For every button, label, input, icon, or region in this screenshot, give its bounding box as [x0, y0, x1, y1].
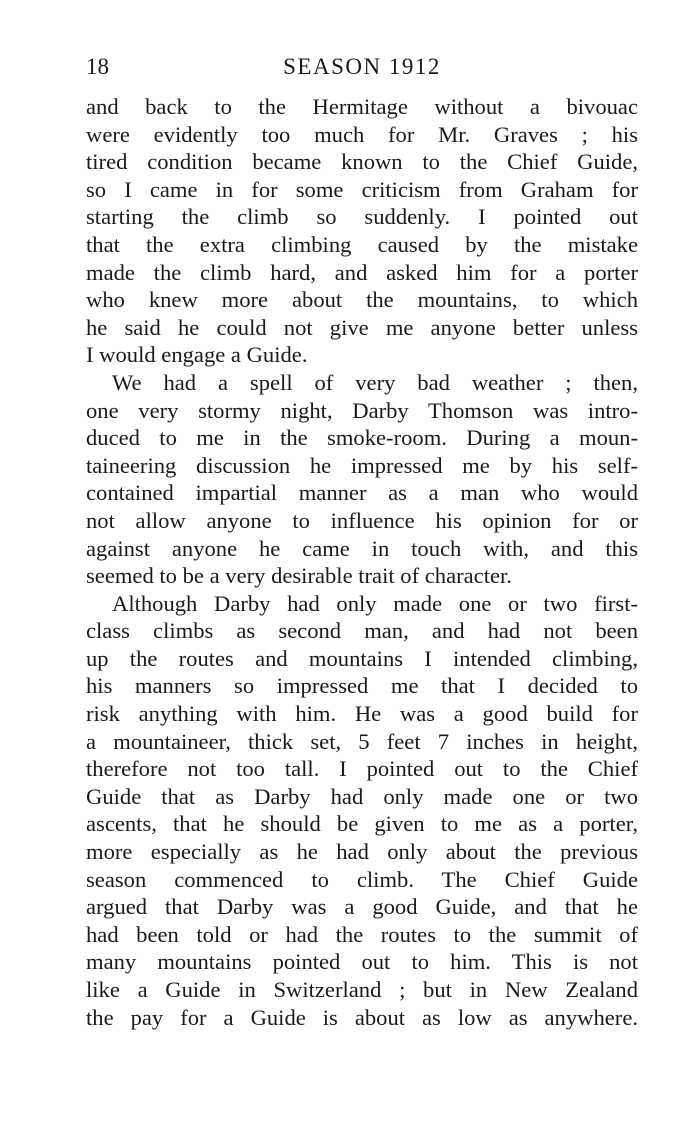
text-line: I would engage a Guide. [86, 342, 308, 368]
text-line: ascents, that he should be given to me as a porter, [86, 811, 638, 837]
text-line: so I came in for some criticism from Graham for [86, 176, 638, 202]
text-line: starting the climb so suddenly. I pointed out [86, 204, 638, 230]
text-line: many mountains pointed out to him. This is not [86, 949, 638, 975]
text-line: more especially as he had only about the previous [86, 839, 638, 865]
text-line: contained impartial manner as a man who would [86, 480, 638, 506]
paragraph-1 [86, 93, 638, 369]
text-line: the pay for a Guide is about as low as anywhere. [86, 1004, 638, 1030]
text-line: up the routes and mountains I intended climbing, [86, 645, 638, 671]
page-header [86, 54, 638, 84]
page-number: 18 [86, 54, 109, 79]
text-line: season commenced to climb. The Chief Guide [86, 866, 638, 892]
text-line: duced to me in the smoke-room. During a moun- [86, 425, 638, 451]
text-line: like a Guide in Switzerland ; but in New Zealand [86, 977, 638, 1002]
text-line: against anyone he came in touch with, and this [86, 535, 638, 561]
text-line: his manners so impressed me that I decided to [86, 673, 638, 699]
text-line: We had a spell of very bad weather ; then, [112, 369, 638, 395]
paragraph-2 [86, 369, 638, 590]
text-line: risk anything with him. He was a good build for [86, 701, 638, 727]
text-line: not allow anyone to influence his opinion for or [86, 507, 638, 533]
text-line: made the climb hard, and asked him for a porter [86, 259, 638, 285]
text-line: that the extra climbing caused by the mistake [86, 231, 638, 257]
running-title: SEASON 1912 [283, 54, 441, 79]
text-line: taineering discussion he impressed me by his self- [86, 452, 638, 478]
text-line: class climbs as second man, and had not been [86, 618, 638, 644]
text-line: tired condition became known to the Chief Guide, [86, 149, 638, 175]
text-line: a mountaineer, thick set, 5 feet 7 inches in height, [86, 728, 638, 754]
text-line: had been told or had the routes to the summit of [86, 921, 638, 947]
paragraph-3 [86, 590, 638, 1032]
text-line: therefore not too tall. I pointed out to the Chief [86, 756, 638, 782]
text-line: one very stormy night, Darby Thomson was intro- [86, 397, 638, 423]
text-line: argued that Darby was a good Guide, and that he [86, 894, 638, 920]
text-line: Guide that as Darby had only made one or two [86, 783, 638, 809]
text-line: he said he could not give me anyone better unless [86, 314, 638, 340]
text-line: who knew more about the mountains, to which [86, 287, 638, 313]
body-text [86, 93, 638, 1031]
text-line: seemed to be a very desirable trait of character. [86, 563, 512, 589]
text-line: and back to the Hermitage without a bivouac [86, 94, 638, 119]
text-line: Although Darby had only made one or two first- [112, 590, 638, 616]
text-line: were evidently too much for Mr. Graves ; his [86, 121, 638, 147]
